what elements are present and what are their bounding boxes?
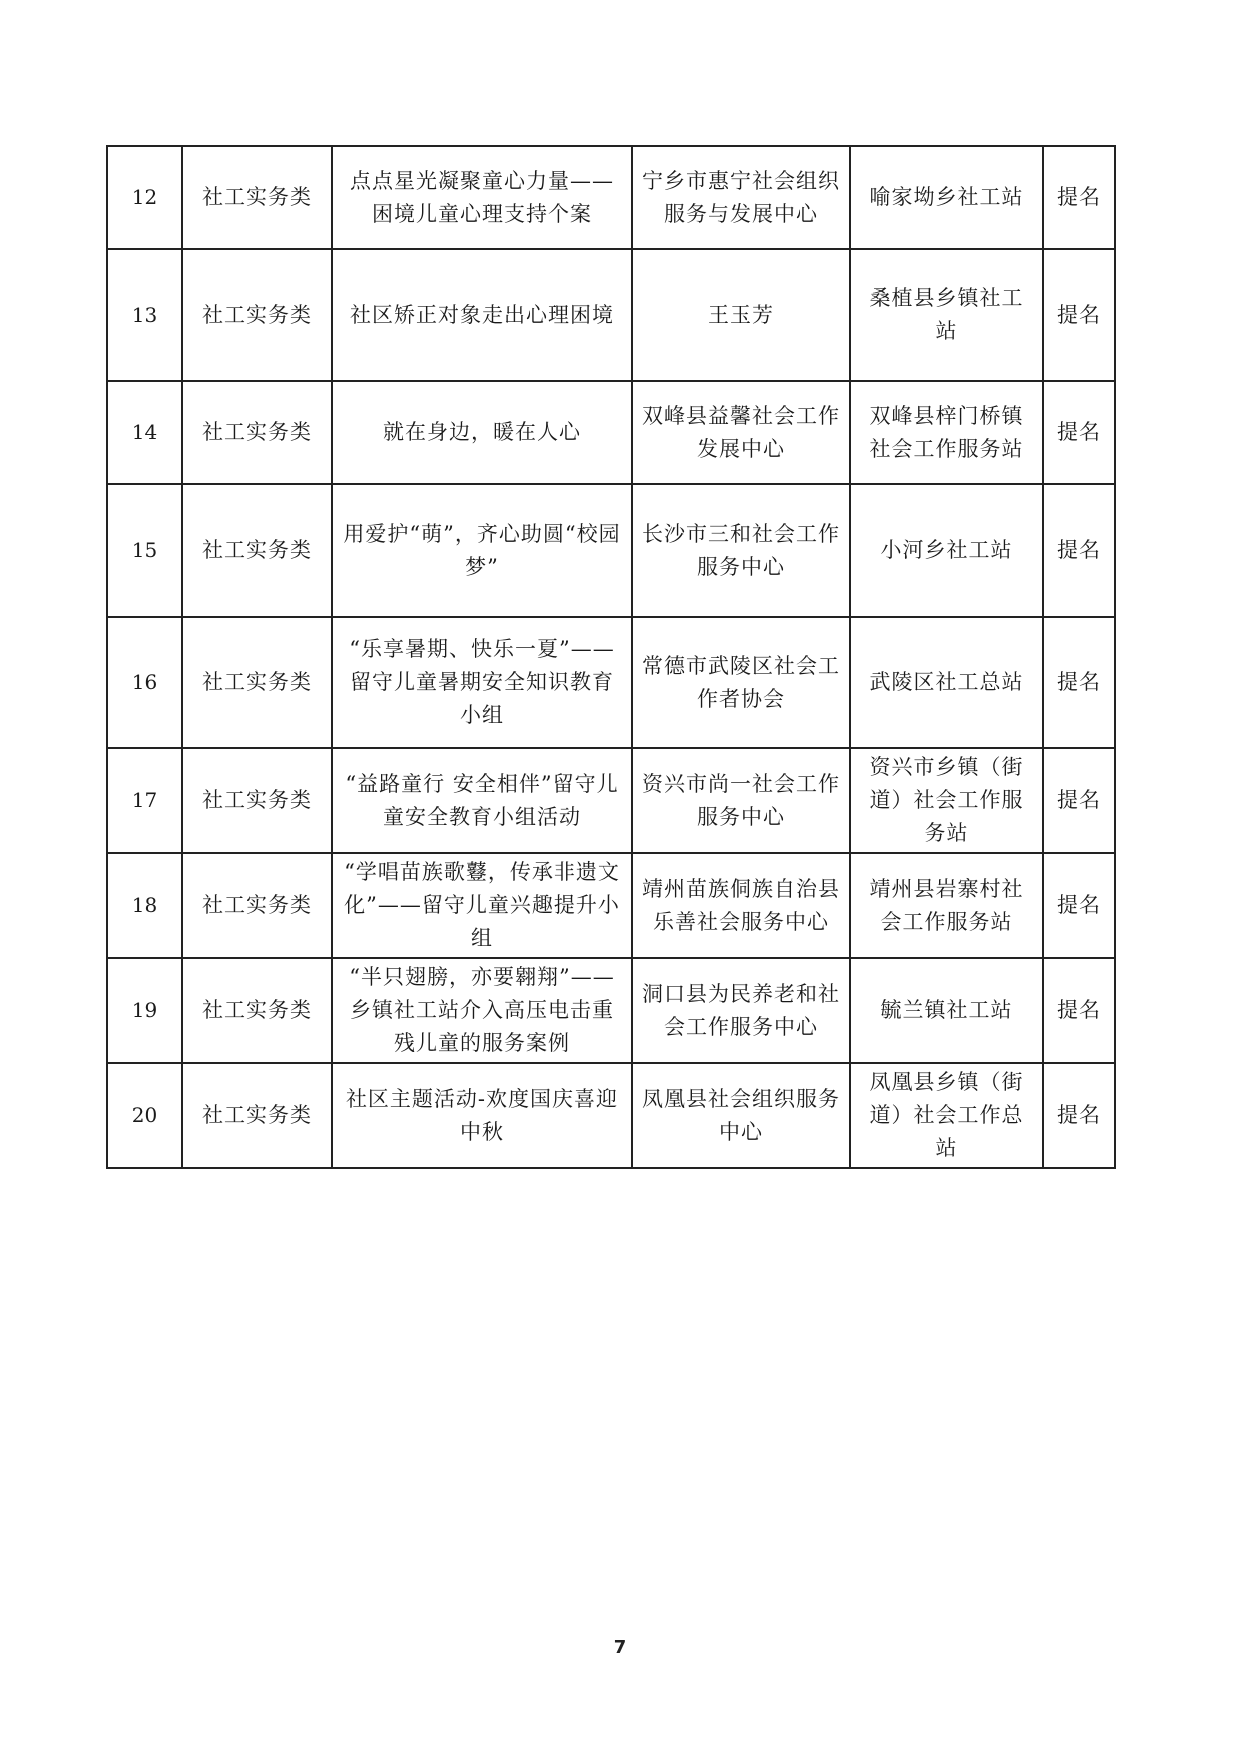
cell-result: 提名: [1043, 958, 1115, 1063]
page-number: 7: [613, 1637, 627, 1658]
cell-number: 14: [107, 381, 182, 484]
cell-title: “半只翅膀，亦要翱翔”——乡镇社工站介入高压电击重残儿童的服务案例: [332, 958, 632, 1063]
cell-station: 武陵区社工总站: [850, 617, 1043, 748]
cell-result: 提名: [1043, 381, 1115, 484]
cell-organization: 双峰县益馨社会工作发展中心: [632, 381, 850, 484]
cell-number: 20: [107, 1063, 182, 1168]
cell-number: 16: [107, 617, 182, 748]
cell-station: 资兴市乡镇（街道）社会工作服务站: [850, 748, 1043, 853]
cell-result: 提名: [1043, 853, 1115, 958]
table-row: [107, 381, 1115, 484]
cell-category: 社工实务类: [182, 748, 332, 853]
cell-title: “学唱苗族歌鼟，传承非遗文化”——留守儿童兴趣提升小组: [332, 853, 632, 958]
cell-number: 13: [107, 249, 182, 381]
cell-title: “益路童行 安全相伴”留守儿童安全教育小组活动: [332, 748, 632, 853]
awards-table: [106, 145, 1116, 1169]
cell-organization: 王玉芳: [632, 249, 850, 381]
cell-organization: 靖州苗族侗族自治县乐善社会服务中心: [632, 853, 850, 958]
table-row: [107, 617, 1115, 748]
table-row: [107, 249, 1115, 381]
cell-station: 桑植县乡镇社工站: [850, 249, 1043, 381]
cell-organization: 资兴市尚一社会工作服务中心: [632, 748, 850, 853]
cell-category: 社工实务类: [182, 617, 332, 748]
cell-title: 社区矫正对象走出心理困境: [332, 249, 632, 381]
cell-category: 社工实务类: [182, 1063, 332, 1168]
cell-title: 社区主题活动-欢度国庆喜迎中秋: [332, 1063, 632, 1168]
table-row: [107, 748, 1115, 853]
cell-title: 用爱护“萌”，齐心助圆“校园梦”: [332, 484, 632, 617]
cell-title: 点点星光凝聚童心力量——困境儿童心理支持个案: [332, 146, 632, 249]
cell-result: 提名: [1043, 748, 1115, 853]
cell-category: 社工实务类: [182, 853, 332, 958]
cell-result: 提名: [1043, 146, 1115, 249]
cell-category: 社工实务类: [182, 484, 332, 617]
cell-category: 社工实务类: [182, 381, 332, 484]
cell-station: 小河乡社工站: [850, 484, 1043, 617]
cell-organization: 长沙市三和社会工作服务中心: [632, 484, 850, 617]
cell-number: 18: [107, 853, 182, 958]
cell-category: 社工实务类: [182, 146, 332, 249]
cell-station: 毓兰镇社工站: [850, 958, 1043, 1063]
cell-organization: 常德市武陵区社会工作者协会: [632, 617, 850, 748]
cell-organization: 宁乡市惠宁社会组织服务与发展中心: [632, 146, 850, 249]
cell-station: 喻家坳乡社工站: [850, 146, 1043, 249]
table-row: [107, 853, 1115, 958]
cell-result: 提名: [1043, 1063, 1115, 1168]
cell-organization: 洞口县为民养老和社会工作服务中心: [632, 958, 850, 1063]
table-row: [107, 1063, 1115, 1168]
cell-station: 双峰县梓门桥镇社会工作服务站: [850, 381, 1043, 484]
cell-category: 社工实务类: [182, 249, 332, 381]
cell-result: 提名: [1043, 249, 1115, 381]
cell-result: 提名: [1043, 484, 1115, 617]
table-row: [107, 484, 1115, 617]
cell-number: 17: [107, 748, 182, 853]
cell-title: 就在身边，暖在人心: [332, 381, 632, 484]
cell-number: 12: [107, 146, 182, 249]
cell-number: 19: [107, 958, 182, 1063]
cell-station: 靖州县岩寨村社会工作服务站: [850, 853, 1043, 958]
cell-result: 提名: [1043, 617, 1115, 748]
cell-station: 凤凰县乡镇（街道）社会工作总站: [850, 1063, 1043, 1168]
table-row: [107, 146, 1115, 249]
cell-title: “乐享暑期、快乐一夏”——留守儿童暑期安全知识教育小组: [332, 617, 632, 748]
cell-organization: 凤凰县社会组织服务中心: [632, 1063, 850, 1168]
cell-number: 15: [107, 484, 182, 617]
cell-category: 社工实务类: [182, 958, 332, 1063]
table-row: [107, 958, 1115, 1063]
